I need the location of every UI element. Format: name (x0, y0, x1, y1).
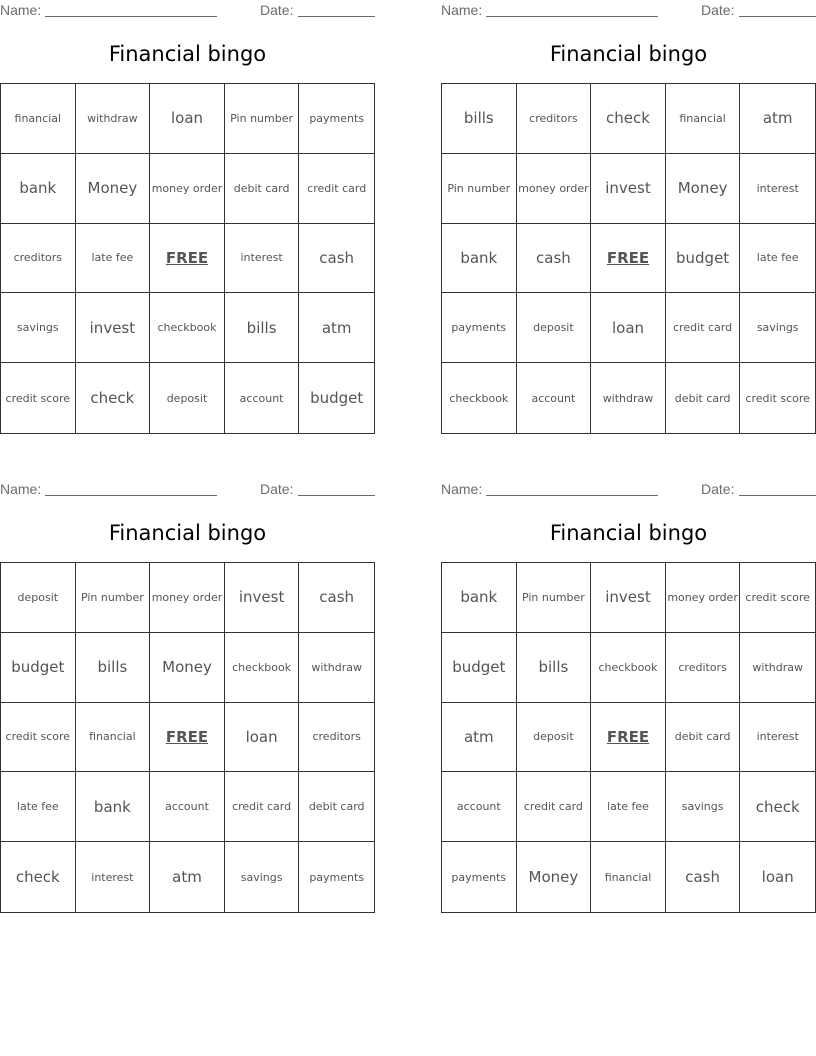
bingo-cell: financial (591, 842, 666, 912)
bingo-cell: invest (76, 293, 151, 363)
card-title: Financial bingo (549, 521, 708, 545)
bingo-cell: checkbook (442, 363, 517, 433)
bingo-cell: interest (740, 154, 815, 224)
bingo-cell: cash (666, 842, 741, 912)
bingo-cell: financial (666, 84, 741, 154)
bingo-cell: Money (76, 154, 151, 224)
bingo-grid (441, 83, 816, 434)
bingo-cell: Pin number (225, 84, 300, 154)
bingo-cell: savings (740, 293, 815, 363)
bingo-cell: atm (150, 842, 225, 912)
bingo-cell: atm (740, 84, 815, 154)
bingo-cell: payments (309, 870, 365, 884)
bingo-grid (441, 562, 816, 913)
bingo-cell: savings (1, 293, 76, 363)
name-label: Name: (441, 481, 483, 497)
bingo-cell: bills (442, 84, 517, 154)
bingo-cell: budget (310, 389, 364, 408)
card-title: Financial bingo (549, 42, 708, 66)
date-label: Date: (701, 2, 735, 18)
bingo-cell: debit card (666, 363, 741, 433)
bingo-cell: withdraw (740, 633, 815, 703)
bingo-cell: late fee (740, 224, 815, 294)
name-label: Name: (0, 2, 42, 18)
bingo-cell: credit score (1, 363, 76, 433)
name-label: Name: (0, 481, 42, 497)
bingo-cell: savings (225, 842, 300, 912)
name-blank-line (486, 16, 658, 17)
bingo-cell: account (225, 363, 300, 433)
bingo-cell: late fee (76, 224, 151, 294)
bingo-grid (0, 562, 375, 913)
bingo-cell: interest (740, 703, 815, 773)
bingo-cell: deposit (517, 293, 592, 363)
bingo-cell: checkbook (591, 633, 666, 703)
bingo-cell: Pin number (76, 563, 151, 633)
bingo-cell: Money (666, 154, 741, 224)
name-blank-line (45, 495, 217, 496)
bingo-cell: money order (150, 563, 225, 633)
name-blank-line (45, 16, 217, 17)
bingo-card-4 (441, 479, 816, 915)
bingo-cell: cash (517, 224, 592, 294)
bingo-cell: debit card (666, 703, 741, 773)
bingo-cell: payments (442, 293, 517, 363)
bingo-cell: credit score (1, 703, 76, 773)
bingo-cell: money order (517, 154, 592, 224)
bingo-cell: creditors (1, 224, 76, 294)
bingo-cell: Pin number (442, 154, 517, 224)
bingo-cell: payments (299, 84, 374, 154)
card-title: Financial bingo (108, 521, 267, 545)
bingo-card-3 (0, 479, 375, 915)
bingo-cell: account (150, 772, 225, 842)
bingo-cell: credit score (740, 563, 815, 633)
bingo-cell: credit card (225, 772, 300, 842)
bingo-cell: loan (761, 868, 794, 887)
date-blank-line (298, 16, 375, 17)
bingo-cell: withdraw (299, 633, 374, 703)
name-date-header (0, 2, 375, 20)
free-space-cell: FREE (591, 224, 666, 294)
card-title: Financial bingo (108, 42, 267, 66)
bingo-cell: money order (150, 154, 225, 224)
bingo-cell: money order (666, 563, 741, 633)
bingo-cell: debit card (299, 772, 374, 842)
date-label: Date: (260, 481, 294, 497)
bingo-cell: bills (76, 633, 151, 703)
bingo-cell: check (591, 84, 666, 154)
bingo-cell: deposit (150, 363, 225, 433)
bingo-cell: bank (76, 772, 151, 842)
bingo-cell: account (517, 363, 592, 433)
date-label: Date: (701, 481, 735, 497)
bingo-card-1 (0, 0, 375, 436)
bingo-cell: debit card (225, 154, 300, 224)
bingo-cell: deposit (517, 703, 592, 773)
bingo-cell: financial (76, 703, 151, 773)
bingo-cell: invest (225, 563, 300, 633)
free-space-cell: FREE (150, 703, 225, 773)
bingo-cell: checkbook (150, 293, 225, 363)
bingo-cell: bills (225, 293, 300, 363)
date-blank-line (298, 495, 375, 496)
bingo-cell: Money (517, 842, 592, 912)
bingo-card-2 (441, 0, 816, 436)
bingo-cell: cash (299, 224, 374, 294)
bingo-cell: bank (442, 563, 517, 633)
bingo-cell: bank (442, 224, 517, 294)
bingo-cell: check (76, 363, 151, 433)
bingo-cell: invest (591, 563, 666, 633)
bingo-cell: creditors (299, 703, 374, 773)
bingo-cell: financial (1, 84, 76, 154)
bingo-cell: withdraw (76, 84, 151, 154)
bingo-cell: credit card (666, 293, 741, 363)
bingo-cell: Pin number (517, 563, 592, 633)
name-blank-line (486, 495, 658, 496)
bingo-cell: bills (517, 633, 592, 703)
bingo-cell: savings (666, 772, 741, 842)
bingo-cell: budget (442, 633, 517, 703)
bingo-cell: interest (76, 842, 151, 912)
bingo-cell: check (1, 842, 76, 912)
bingo-cell: bank (1, 154, 76, 224)
bingo-cell: invest (591, 154, 666, 224)
free-space-cell: FREE (591, 703, 666, 773)
bingo-cell: loan (225, 703, 300, 773)
date-blank-line (739, 495, 816, 496)
name-label: Name: (441, 2, 483, 18)
date-blank-line (739, 16, 816, 17)
bingo-grid (0, 83, 375, 434)
free-space-cell: FREE (150, 224, 225, 294)
bingo-cell: interest (225, 224, 300, 294)
bingo-cell: creditors (666, 633, 741, 703)
bingo-cell: deposit (1, 563, 76, 633)
name-date-header (441, 481, 816, 499)
bingo-cell: loan (591, 293, 666, 363)
bingo-cell: cash (299, 563, 374, 633)
bingo-cell: credit card (517, 772, 592, 842)
bingo-cell: atm (299, 293, 374, 363)
date-label: Date: (260, 2, 294, 18)
bingo-cell: late fee (1, 772, 76, 842)
bingo-cell: budget (1, 633, 76, 703)
bingo-cell: credit card (299, 154, 374, 224)
bingo-cell: Money (150, 633, 225, 703)
bingo-cell: budget (666, 224, 741, 294)
bingo-cell: checkbook (225, 633, 300, 703)
bingo-cell: atm (442, 703, 517, 773)
bingo-cell: check (740, 772, 815, 842)
bingo-cell: payments (442, 842, 517, 912)
bingo-cell: account (442, 772, 517, 842)
name-date-header (441, 2, 816, 20)
bingo-cell: loan (150, 84, 225, 154)
name-date-header (0, 481, 375, 499)
bingo-cell: creditors (517, 84, 592, 154)
bingo-cell: withdraw (591, 363, 666, 433)
bingo-cell: late fee (591, 772, 666, 842)
bingo-cell: credit score (745, 391, 810, 405)
